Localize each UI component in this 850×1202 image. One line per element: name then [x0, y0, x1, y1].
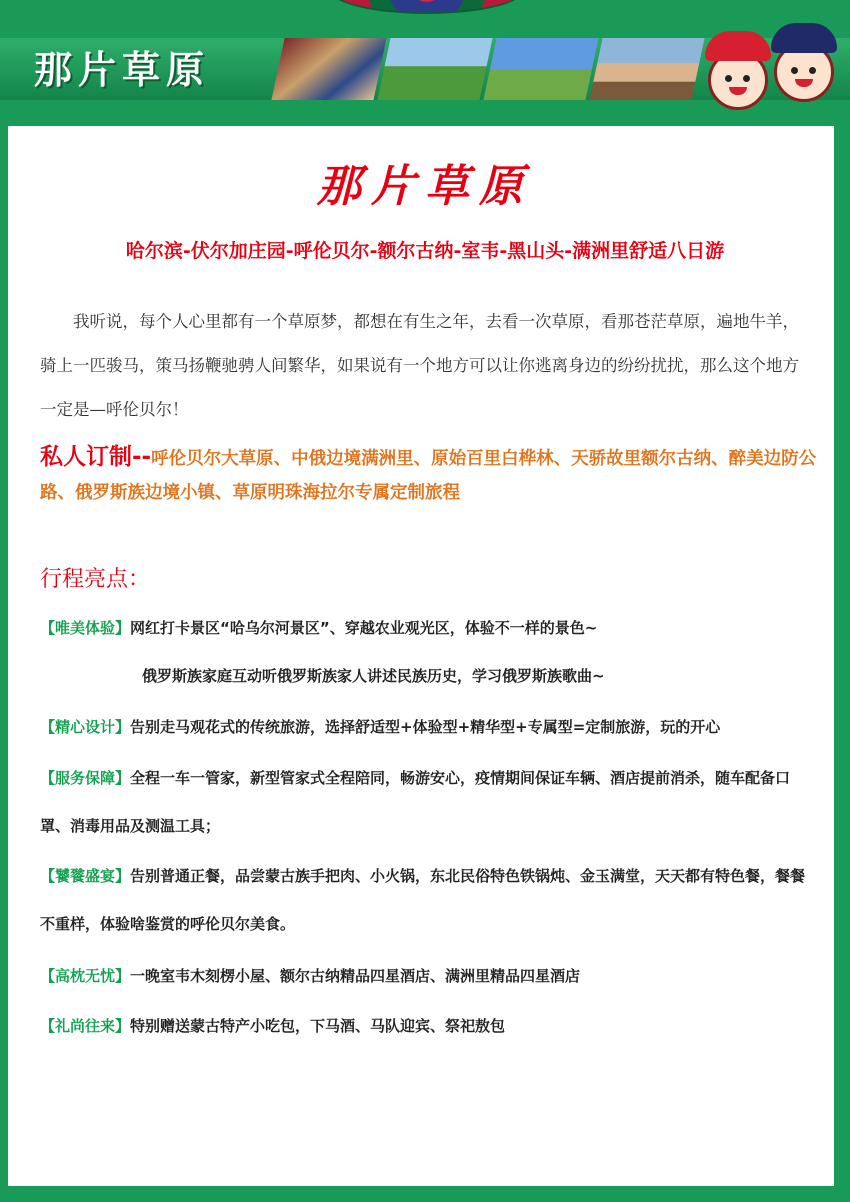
mongolian-costume-photo [271, 38, 386, 100]
highlight-text: 网红打卡景区“哈乌尔河景区”、穿越农业观光区，体验不一样的景色~ [130, 619, 598, 637]
highlight-item [40, 852, 815, 948]
highlight-item [40, 604, 815, 652]
mascot-girl-icon [708, 50, 768, 110]
highlight-text: 告别走马观花式的传统旅游，选择舒适型+体验型+精华型+专属型=定制旅游，玩的开心 [130, 718, 721, 736]
photo-strip [271, 38, 704, 100]
highlight-item [40, 952, 815, 1000]
highlight-item [40, 703, 815, 751]
yurt-photo [483, 38, 598, 100]
custom-prefix: 私人订制-- [40, 444, 152, 470]
mascot-group [700, 0, 850, 120]
highlight-tag: 【服务保障】 [40, 769, 131, 787]
highlight-tag: 【唯美体验】 [40, 619, 131, 637]
woman-eating-photo [589, 38, 704, 100]
highlight-text: 全程一车一管家，新型管家式全程陪同，畅游安心，疫情期间保证车辆、酒店提前消杀，随车配备口罩、消毒用品及测温工具； [40, 769, 791, 835]
highlight-text: 告别普通正餐，品尝蒙古族手把肉、小火锅，东北民俗特色铁锅炖、金玉满堂，天天都有特色餐，餐餐不重样，体验啥鉴赏的呼伦贝尔美食。 [40, 867, 806, 933]
mascot-boy-icon [774, 42, 834, 102]
highlights-title: 行程亮点： [40, 567, 151, 592]
page-title: 那片草原 [317, 161, 533, 212]
route-subtitle: 哈尔滨-伏尔加庄园-呼伦贝尔-额尔古纳-室韦-黑山头-满洲里舒适八日游 [125, 240, 725, 262]
custom-text: 呼伦贝尔大草原、中俄边境满洲里、原始百里白桦林、天骄故里额尔古纳、醉美边防公路、俄罗斯族边境小镇、草原明珠海拉尔专属定制旅程 [40, 449, 817, 503]
banner-title: 那片草原 [34, 47, 211, 92]
highlight-text: 特别赠送蒙古特产小吃包，下马酒、马队迎宾、祭祀敖包 [130, 1017, 506, 1035]
highlight-item-extra: 俄罗斯族家庭互动听俄罗斯族家人讲述民族历史，学习俄罗斯族歌曲~ [142, 667, 605, 685]
intro-paragraph: 我听说，每个人心里都有一个草原梦，都想在有生之年，去看一次草原，看那苍茫草原，遍地牛羊，骑上一匹骏马，策马扬鞭驰骋人间繁华，如果说有一个地方可以让你逃离身边的纷纷扰扰，那么这个地方一定是—呼伦贝尔！ [40, 312, 799, 419]
highlight-text: 一晚室韦木刻楞小屋、额尔古纳精品四星酒店、满洲里精品四星酒店 [130, 967, 581, 985]
custom-tour-block [40, 440, 820, 510]
highlight-tag: 【高枕无忧】 [40, 967, 131, 985]
top-ornament-icon [330, 0, 524, 14]
highlight-item [40, 1002, 815, 1050]
horse-fiddle-photo [377, 38, 492, 100]
highlight-tag: 【精心设计】 [40, 718, 131, 736]
highlight-item [40, 754, 815, 850]
highlight-tag: 【礼尚往来】 [40, 1017, 131, 1035]
highlight-tag: 【饕餮盛宴】 [40, 867, 131, 885]
